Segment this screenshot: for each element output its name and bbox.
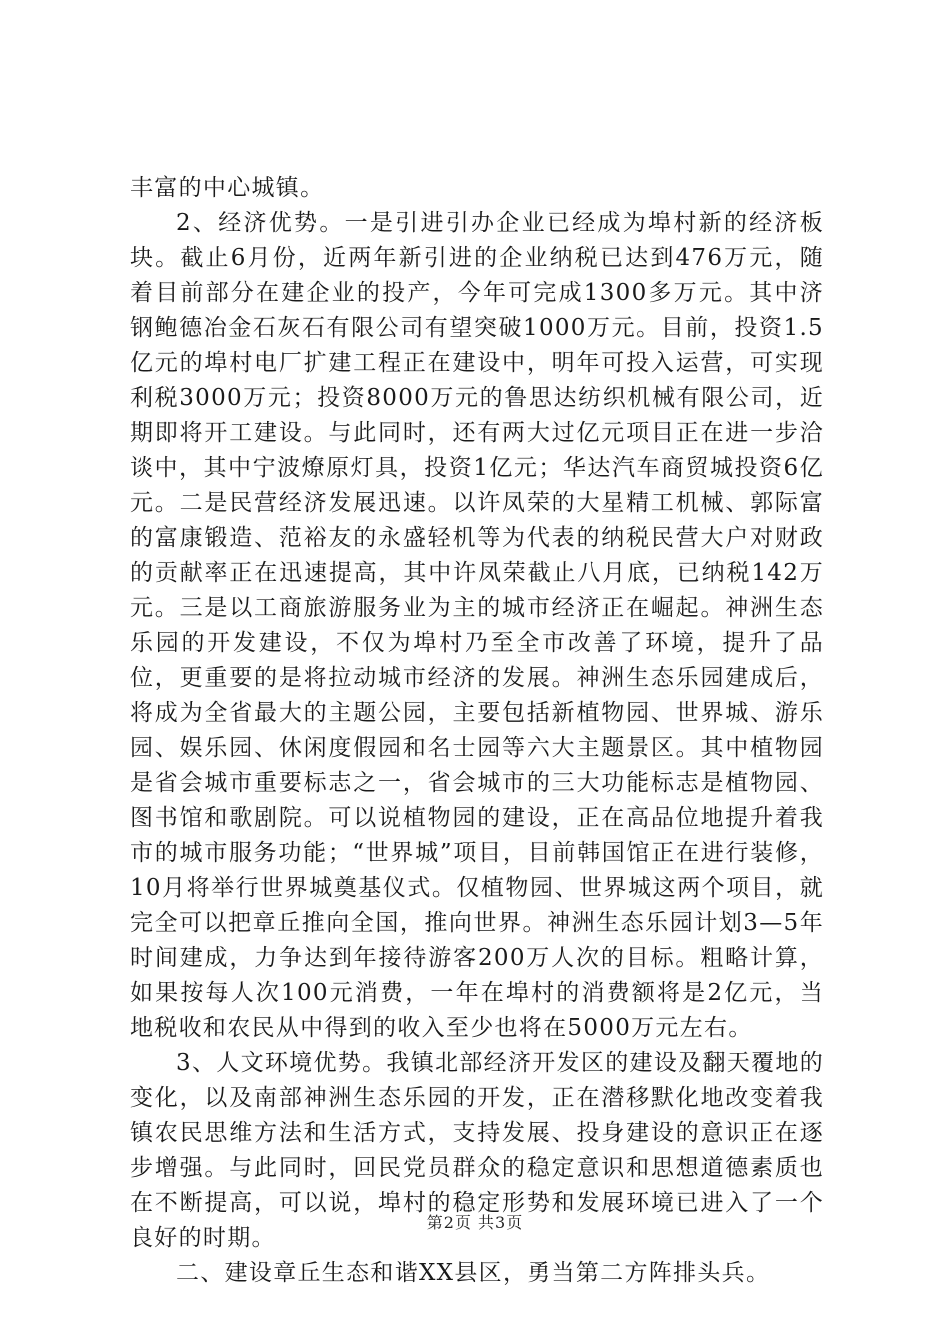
paragraph-cultural-environment: 3、人文环境优势。我镇北部经济开发区的建设及翻天覆地的变化，以及南部神洲生态乐园的开发，正在潜移默化地改变着我镇农民思维方法和生活方式，支持发展、投身建设的意识正在逐步增强。与此同时，回民党员群众的稳定意识和思想道德素质也在不断提高，可以说，埠村的稳定形势和发展环境已进入了一个良好的时期。 (130, 1050, 824, 1251)
page-number-footer: 第2页 共3页 (426, 1213, 524, 1232)
paragraph-economic-advantage: 2、经济优势。一是引进引办企业已经成为埠村新的经济板块。截止6月份，近两年新引进的企业纳税已达到476万元，随着目前部分在建企业的投产，今年可完成1300多万元。其中济钢鲍德冶金石灰石有限公司有望突破1000万元。目前，投资1.5亿元的埠村电厂扩建工程正在建设中，明年可投入运营，可实现利税3000万元；投资8000万元的鲁思达纺织机械有限公司，近期即将开工建设。与此同时，还有两大过亿元项目正在进一步洽谈中，其中宁波燎原灯具，投资1亿元；华达汽车商贸城投资6亿元。二是民营经济发展迅速。以许凤荣的大星精工机械、郭际富的富康锻造、范裕友的永盛轻机等为代表的纳税民营大户对财政的贡献率正在迅速提高，其中许凤荣截止八月底，已纳税142万元。三是以工商旅游服务业为主的城市经济正在崛起。神洲生态乐园的开发建设，不仅为埠村乃至全市改善了环境，提升了品位，更重要的是将拉动城市经济的发展。神洲生态乐园建成后，将成为全省最大的主题公园，主要包括新植物园、世界城、游乐园、娱乐园、休闲度假园和名士园等六大主题景区。其中植物园是省会城市重要标志之一，省会城市的三大功能标志是植物园、图书馆和歌剧院。可以说植物园的建设，正在高品位地提升着我市的城市服务功能；“世界城”项目，目前韩国馆正在进行装修，10月将举行世界城奠基仪式。仅植物园、世界城这两个项目，就完全可以把章丘推向全国，推向世界。神洲生态乐园计划3—5年时间建成，力争达到年接待游客200万人次的目标。粗略计算，如果按每人次100元消费，一年在埠村的消费额将是2亿元，当地税收和农民从中得到的收入至少也将在5000万元左右。 (130, 210, 824, 1041)
document-body (130, 171, 824, 1291)
paragraph-continuation: 丰富的中心城镇。 (130, 175, 325, 201)
section-heading: 二、建设章丘生态和谐XX县区，勇当第二方阵排头兵。 (176, 1260, 771, 1286)
